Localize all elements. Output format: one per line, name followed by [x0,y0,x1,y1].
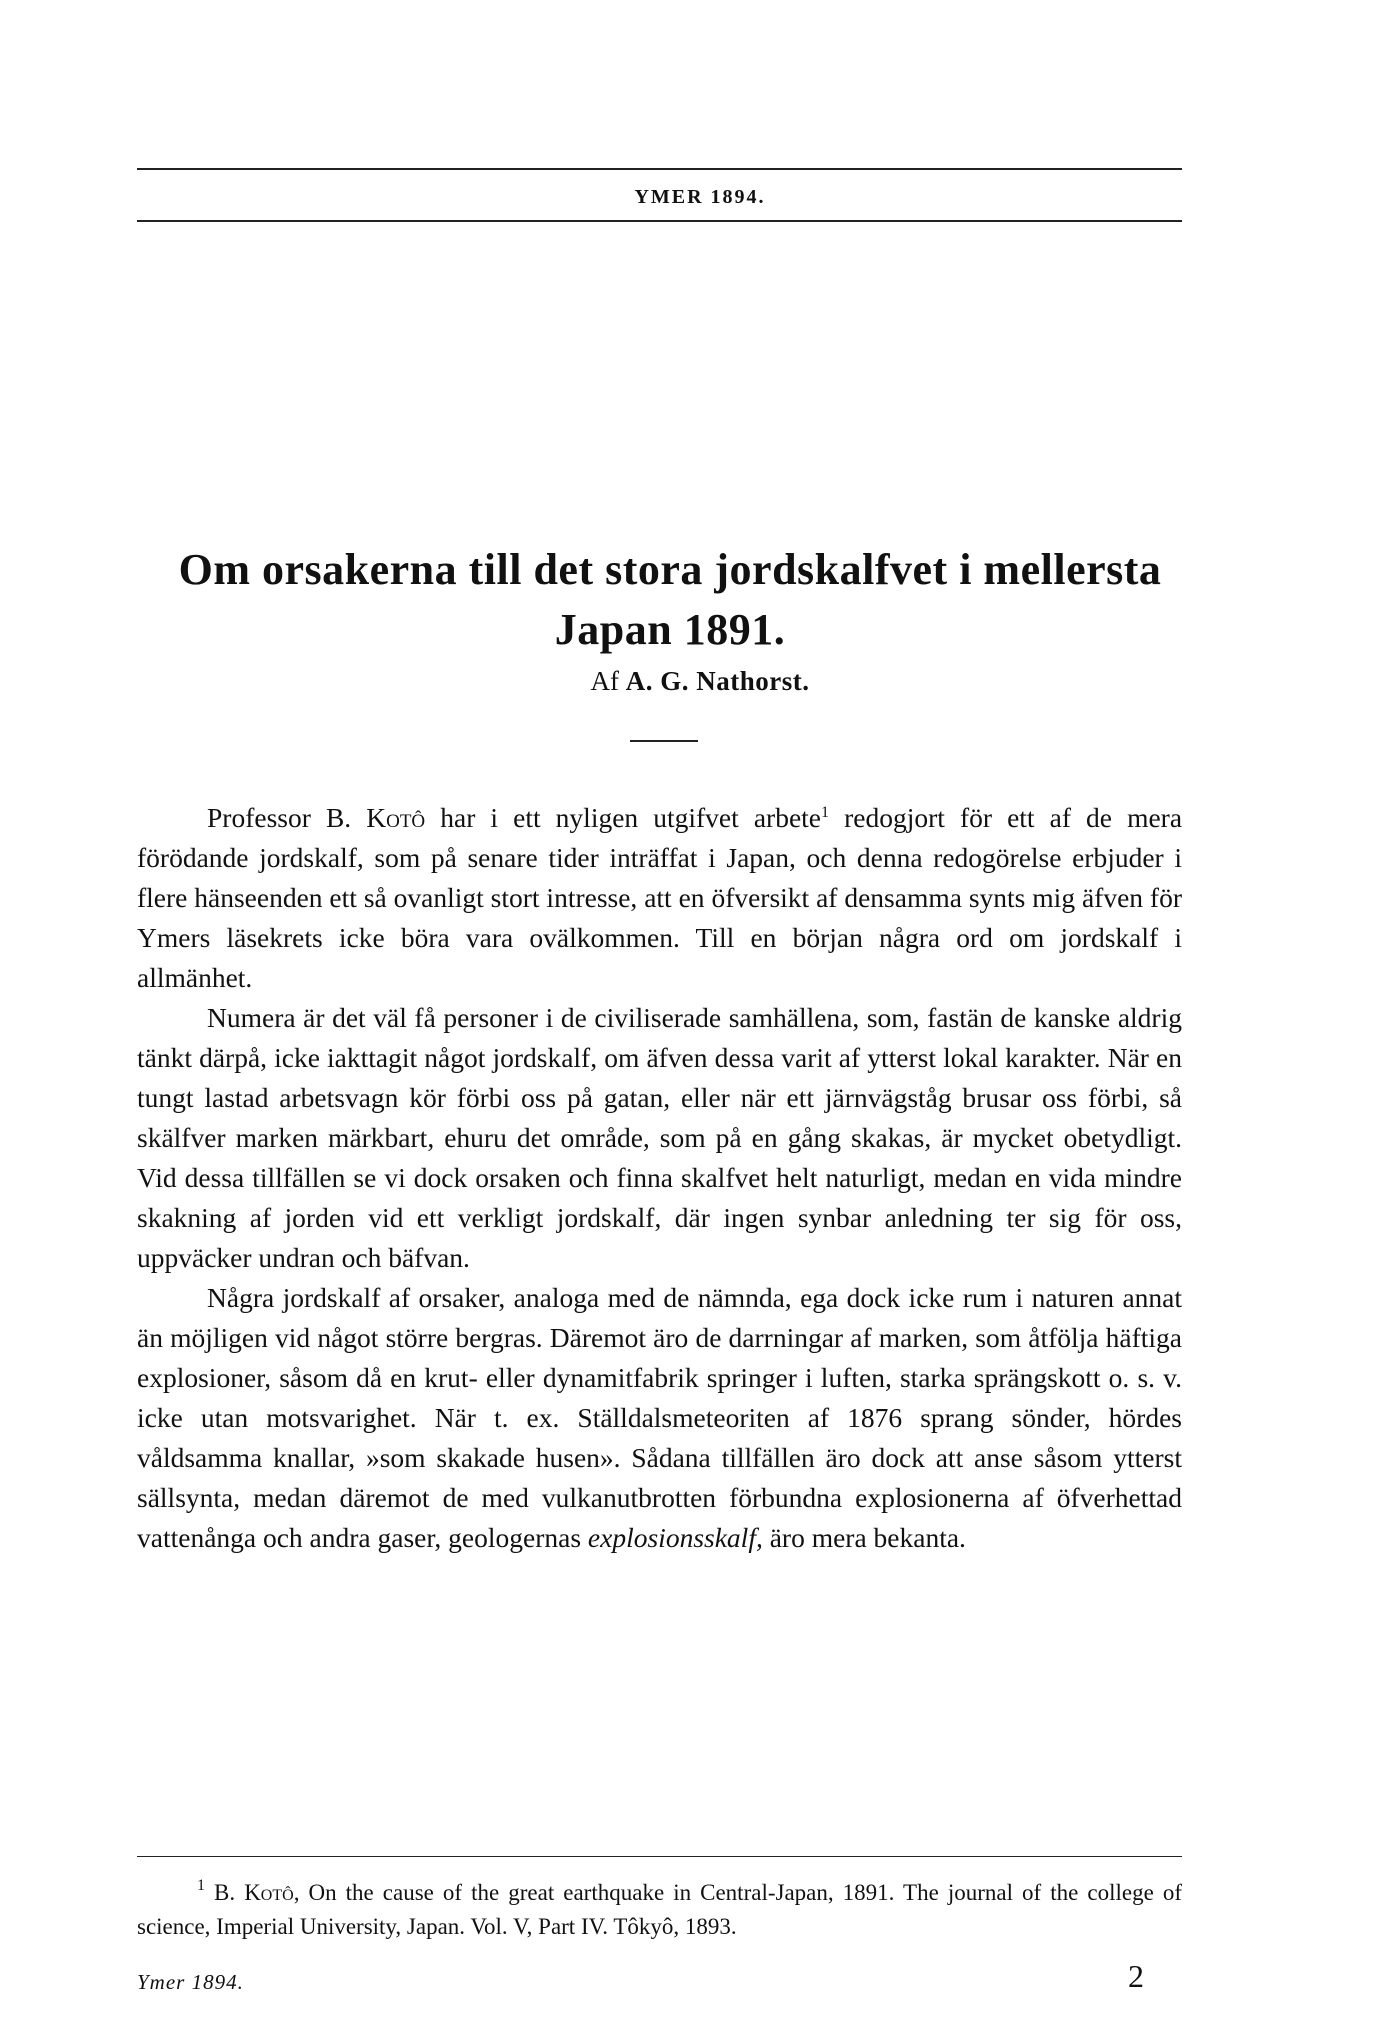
article-title-line-1: Om orsakerna till det stora jordskalfvet i mellersta [178,545,1162,594]
paragraph: Numera är det väl få personer i de civiliserade samhällena, som, fastän de kanske aldrig tänkt därpå, icke iakttagit något jordskalf, om äfven dessa varit af ytterst lokal karakter. När en tungt lastad arbetsvagn kör förbi oss på gatan, eller när ett järnvägståg brusar oss förbi, så skälfver marken märkbart, ehuru det område, som på en gång skakas, är mycket obetydligt. Vid dessa tillfällen se vi dock orsaken och finna skalfvet helt naturligt, medan en vida mindre skakning af jorden vid ett verkligt jordskalf, där ingen synbar anledning ter sig för oss, uppväcker undran och bäfvan. [137,1002,1182,1273]
footnote-mark: 1 [197,1877,205,1894]
footer-journal: Ymer 1894. [137,1970,244,1994]
paragraph: Några jordskalf af orsaker, analoga med de nämnda, ega dock icke rum i naturen annat än möjligen vid något större bergras. Däremot äro de darrningar af marken, som åtfölja häftiga explosioner, såsom då en krut- eller dynamitfabrik springer i luften, starka sprängskott o. s. v. icke utan motsvarighet. När t. ex. Ställdalsmeteoriten af 1876 sprang sönder, hördes våldsamma knallar, »som skakade husen». Sådana tillfällen äro dock att anse såsom ytterst sällsynta, medan däremot de med vulkanutbrotten förbundna explosionerna af öfverhettad vattenånga och andra gaser, geologernas explosionsskalf, äro mera bekanta. [137,1282,1182,1553]
footnote-author: Kotô [244,1880,294,1905]
article-title-line-2: Japan 1891. [554,605,786,654]
footnote-rule [137,1856,1182,1857]
article-body [137,798,1182,1558]
author-reference: Kotô [366,802,426,833]
footnote-text: $^1$ B. Kotô, On the cause of the great earthquake in Central-Japan, 1891. The journal of the college of science, Imperial University, Japan. Vol. V, Part IV. Tôkyô, 1893. [137,1877,1182,1939]
author-prefix: Af [590,666,619,696]
footnote-reference: 1 [821,804,829,821]
header-rule-top [137,168,1182,170]
author-name: A. G. Nathorst. [625,666,810,696]
paragraph: Professor B. Kotô har i ett nyligen utgifvet arbete$^1$ redogjort för ett af de mera förödande jordskalf, som på senare tider inträffat i Japan, och denna redogörelse erbjuder i flere hänseenden ett så ovanligt stort intresse, att en öfversikt af densamma synts mig äfven för Ymers läsekrets icke böra vara ovälkommen. Till en början några ord om jordskalf i allmänhet. [137,802,1183,993]
article-title [140,540,1200,660]
running-header: YMER 1894. [634,186,766,208]
footnote [137,1876,1182,1944]
title-separator [630,740,698,742]
emphasis-term: explosionsskalf, [587,1522,763,1553]
page-number: 2 [1128,1958,1144,1994]
author-line [0,666,1400,697]
header-rule-bottom [137,220,1182,222]
